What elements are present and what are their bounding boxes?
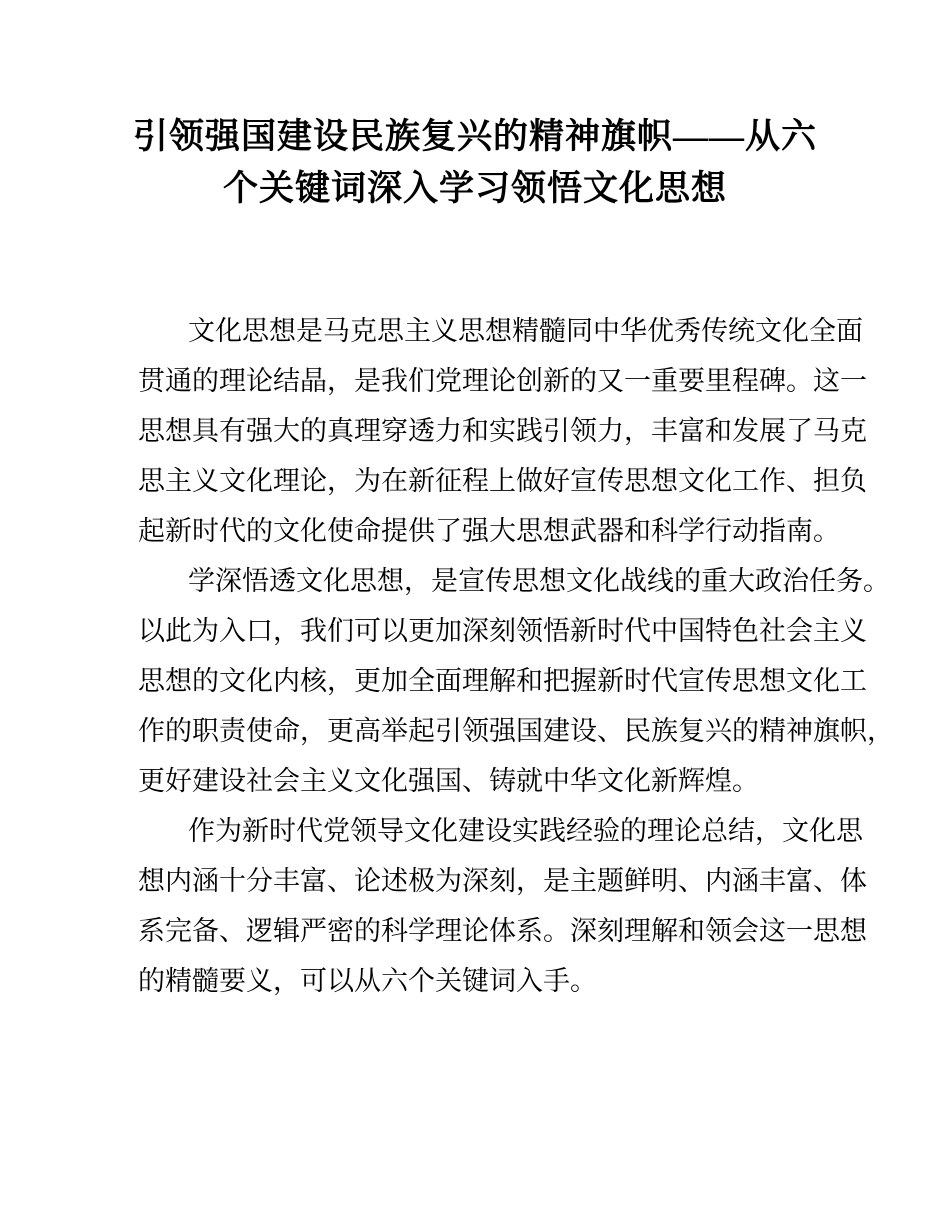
document-title: [0, 0, 950, 215]
text-line: 作为新时代党领导文化建设实践经验的理论总结，文化思: [188, 816, 863, 846]
text-line: 起新时代的文化使命提供了强大思想武器和科学行动指南。: [138, 516, 840, 546]
title-line-2: 个关键词深入学习领悟文化思想: [222, 169, 727, 208]
text-line: 作的职责使命，更高举起引领强国建设、民族复兴的精神旗帜，: [138, 716, 894, 746]
text-line: 更好建设社会主义文化强国、铸就中华文化新辉煌。: [138, 766, 759, 796]
title-line-1: 引领强国建设民族复兴的精神旗帜——从六: [132, 117, 817, 156]
text-line: 的精髓要义，可以从六个关键词入手。: [138, 966, 597, 996]
paragraph-3: [138, 806, 866, 1006]
text-line: 系完备、逻辑严密的科学理论体系。深刻理解和领会这一思想: [138, 916, 867, 946]
text-line: 贯通的理论结晶，是我们党理论创新的又一重要里程碑。这一: [138, 366, 867, 396]
text-line: 学深悟透文化思想，是宣传思想文化战线的重大政治任务。: [188, 566, 890, 596]
text-line: 想内涵十分丰富、论述极为深刻，是主题鲜明、内涵丰富、体: [138, 866, 867, 896]
text-line: 思主义文化理论，为在新征程上做好宣传思想文化工作、担负: [138, 466, 867, 496]
paragraph-2: [138, 556, 894, 806]
text-line: 以此为入口，我们可以更加深刻领悟新时代中国特色社会主义: [138, 616, 867, 646]
text-line: 文化思想是马克思主义思想精髓同中华优秀传统文化全面: [188, 316, 863, 346]
text-line: 思想具有强大的真理穿透力和实践引领力，丰富和发展了马克: [138, 416, 867, 446]
document-body: [0, 306, 950, 1006]
text-line: 思想的文化内核，更加全面理解和把握新时代宣传思想文化工: [138, 666, 867, 696]
paragraph-1: [138, 306, 866, 556]
